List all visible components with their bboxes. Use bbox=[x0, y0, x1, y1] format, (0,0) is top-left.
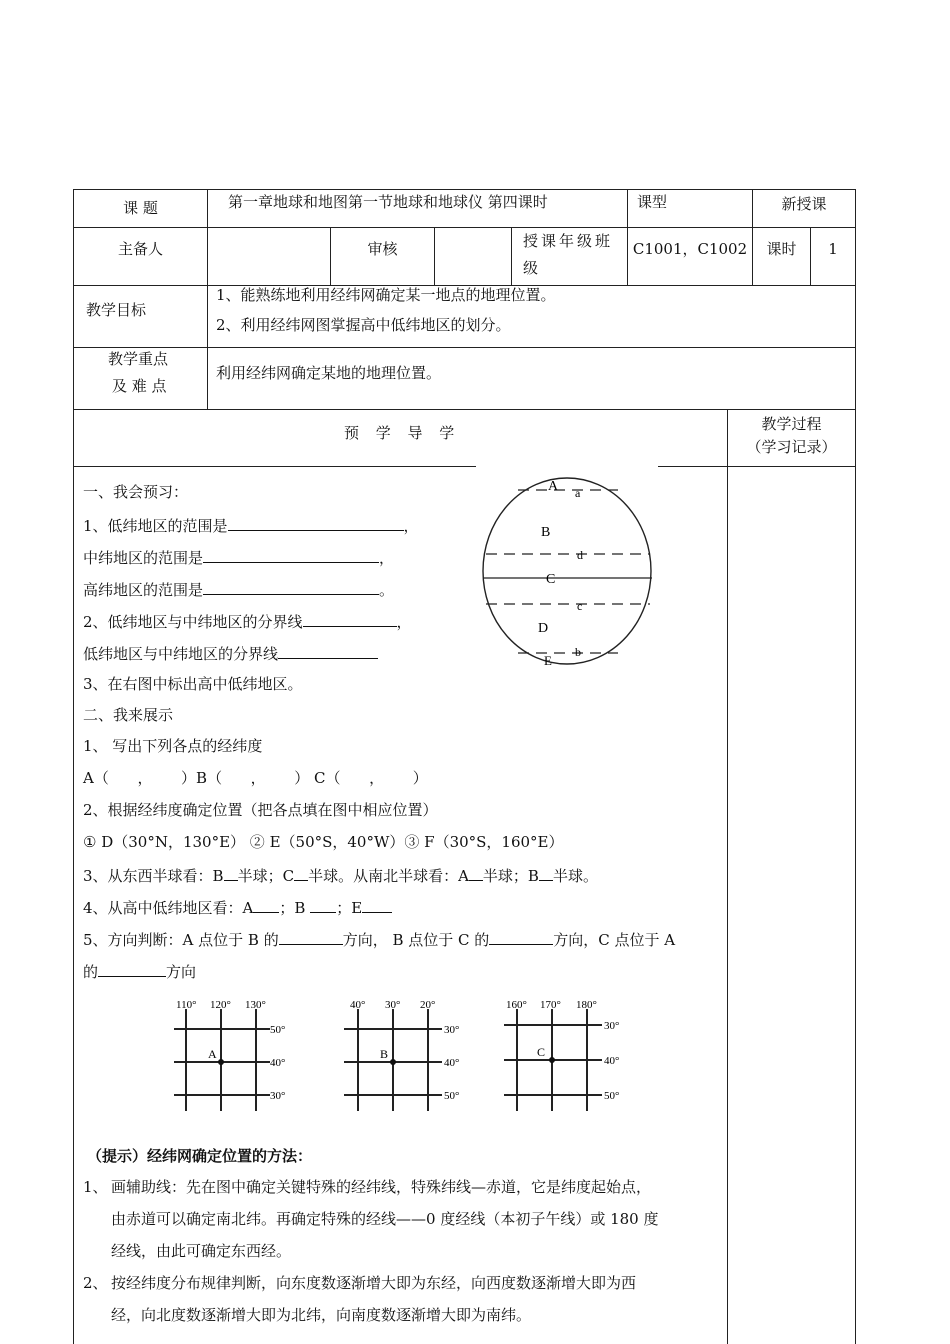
tip-1-line-2: 由赤道可以确定南北纬。再确定特殊的经线——0 度经线（本初子午线）或 180 度 bbox=[111, 1210, 659, 1228]
grid-right-label: 50° bbox=[270, 1024, 286, 1036]
tips-heading: （提示）经纬网确定位置的方法： bbox=[87, 1147, 313, 1165]
tip-2-line-2: 经，向北度数逐渐增大即为北纬，向南度数逐渐增大即为南纬。 bbox=[111, 1306, 532, 1324]
table-border-right bbox=[855, 189, 856, 1344]
question-text: 2、低纬地区与中纬地区的分界线 bbox=[83, 613, 303, 631]
globe-diagram bbox=[478, 470, 658, 670]
question-text: 方向，C 点位于 A bbox=[553, 931, 676, 949]
question-low-lat bbox=[83, 516, 419, 534]
globe-label-b: b bbox=[575, 645, 581, 659]
grid-top-label: 40° bbox=[350, 999, 366, 1011]
globe-label-E: E bbox=[544, 653, 552, 668]
globe-label-c: c bbox=[577, 599, 583, 613]
table-border-left bbox=[73, 189, 74, 1344]
answer-blank[interactable] bbox=[469, 866, 483, 881]
answer-blank[interactable] bbox=[539, 866, 553, 881]
reviewer-value bbox=[435, 228, 511, 285]
goal-item-2: 2、利用经纬网图掌握高中低纬地区的划分。 bbox=[216, 316, 511, 334]
tip-1-line-3: 经线，由此可确定东西经。 bbox=[111, 1242, 292, 1260]
key-label-line1: 教学重点 bbox=[108, 350, 169, 368]
grid-diagram-A bbox=[170, 995, 310, 1115]
question-text: 中纬地区的范围是 bbox=[83, 549, 204, 567]
goal-label: 教学目标 bbox=[85, 300, 146, 319]
preparer-label: 主备人 bbox=[117, 240, 163, 258]
globe-outline bbox=[483, 478, 651, 664]
answer-blank[interactable] bbox=[303, 612, 397, 627]
grid-top-label: 30° bbox=[385, 999, 401, 1011]
topic-value: 第一章地球和地图第一节地球和地球仪 第四课时 bbox=[228, 193, 548, 211]
grid-point-label: C bbox=[537, 1045, 546, 1059]
answer-blank[interactable] bbox=[98, 962, 166, 977]
globe-label-d: d bbox=[577, 548, 583, 562]
question-text: 半球。 bbox=[552, 867, 598, 885]
grid-point bbox=[390, 1059, 396, 1065]
direction-question bbox=[83, 930, 675, 948]
show-heading: 二、我来展示 bbox=[83, 706, 174, 724]
grid-top-label: 110° bbox=[176, 999, 197, 1011]
show-question-2: 2、根据经纬度确定位置（把各点填在图中相应位置） bbox=[83, 801, 438, 819]
type-label: 课型 bbox=[637, 193, 668, 211]
grid-right-label: 40° bbox=[444, 1057, 460, 1069]
punctuation: 。 bbox=[379, 581, 395, 599]
grid-top-label: 170° bbox=[540, 999, 561, 1011]
grid-right-label: 40° bbox=[604, 1055, 620, 1067]
question-mark-zones: 3、在右图中标出高中低纬地区。 bbox=[83, 675, 303, 693]
latitude-zone-question bbox=[83, 898, 392, 916]
question-text: 3、从东西半球看：B bbox=[83, 867, 224, 885]
preparer-value bbox=[208, 228, 330, 285]
tip-1-line-1: 画辅助线：先在图中确定关键特殊的经纬线，特殊纬线—赤道，它是纬度起始点， bbox=[111, 1178, 652, 1196]
question-text: ；B bbox=[279, 899, 311, 917]
table-line bbox=[511, 227, 512, 285]
answer-blank[interactable] bbox=[253, 898, 279, 913]
question-boundary-2 bbox=[83, 644, 378, 662]
grid-point bbox=[218, 1059, 224, 1065]
topic-label: 课 题 bbox=[123, 199, 158, 217]
table-line bbox=[207, 189, 208, 409]
tip-2-line-1: 按经纬度分布规律判断，向东度数逐渐增大即为东经，向西度数逐渐增大即为西 bbox=[111, 1274, 637, 1292]
grid-top-label: 160° bbox=[506, 999, 527, 1011]
hours-value: 1 bbox=[828, 240, 838, 258]
grid-point-label: A bbox=[208, 1047, 217, 1061]
tip-number-1: 1、 bbox=[83, 1178, 108, 1196]
class-label: 授课年级班级 bbox=[523, 232, 614, 277]
answer-blank[interactable] bbox=[279, 930, 343, 945]
grid-right-label: 30° bbox=[604, 1020, 620, 1032]
grid-right-label: 50° bbox=[604, 1090, 620, 1102]
question-text: 的 bbox=[83, 963, 99, 981]
globe-label-D: D bbox=[538, 621, 549, 636]
grid-diagram-C bbox=[500, 995, 640, 1115]
answer-blank[interactable] bbox=[294, 866, 308, 881]
globe-label-B: B bbox=[541, 525, 551, 540]
question-text: 5、方向判断：A 点位于 B 的 bbox=[83, 931, 279, 949]
question-mid-lat bbox=[83, 548, 394, 566]
grid-diagram-B bbox=[340, 995, 480, 1115]
hours-label: 课时 bbox=[766, 240, 797, 258]
answer-blank[interactable] bbox=[228, 516, 404, 531]
grid-top-label: 20° bbox=[420, 999, 436, 1011]
punctuation: ， bbox=[403, 517, 419, 535]
question-text: ；E bbox=[336, 899, 363, 917]
table-line bbox=[73, 347, 855, 348]
answer-blank[interactable] bbox=[278, 644, 378, 659]
key-label-line2: 及 难 点 bbox=[112, 377, 167, 395]
hemisphere-question bbox=[83, 866, 598, 884]
answer-blank[interactable] bbox=[224, 866, 238, 881]
preview-heading: 一、我会预习： bbox=[83, 483, 189, 501]
punctuation: ， bbox=[396, 613, 412, 631]
grid-right-label: 40° bbox=[270, 1057, 286, 1069]
section-title: 预 学 导 学 bbox=[344, 424, 461, 442]
table-line bbox=[658, 466, 855, 467]
grid-right-label: 50° bbox=[444, 1090, 460, 1102]
question-text: 半球。从南北半球看：A bbox=[308, 867, 469, 885]
coordinate-points: ① D（30°N，130°E） ② E（50°S，40°W）③ F（30°S，160°E） bbox=[83, 833, 564, 851]
direction-question-cont bbox=[83, 962, 196, 980]
grid-right-label: 30° bbox=[270, 1090, 286, 1102]
globe-label-C: C bbox=[546, 572, 556, 587]
answer-blank[interactable] bbox=[362, 898, 392, 913]
question-text: 4、从高中低纬地区看：A bbox=[83, 899, 254, 917]
question-text: 半球；C bbox=[237, 867, 295, 885]
question-text: 半球；B bbox=[482, 867, 539, 885]
question-text: 1、低纬地区的范围是 bbox=[83, 517, 228, 535]
grid-top-label: 120° bbox=[210, 999, 231, 1011]
question-boundary-1 bbox=[83, 612, 412, 630]
key-value: 利用经纬网确定某地的地理位置。 bbox=[216, 364, 442, 382]
answer-blank[interactable] bbox=[203, 548, 379, 563]
grid-point-label: B bbox=[380, 1047, 389, 1061]
globe-label-A: A bbox=[548, 479, 559, 494]
answer-blank[interactable] bbox=[310, 898, 336, 913]
goal-item-1: 1、能熟练地利用经纬网确定某一地点的地理位置。 bbox=[216, 286, 556, 304]
class-value: C1001，C1002 bbox=[632, 240, 748, 258]
reviewer-label: 审核 bbox=[367, 240, 398, 258]
question-text: 高纬地区的范围是 bbox=[83, 581, 204, 599]
type-value: 新授课 bbox=[781, 194, 827, 213]
answer-blank[interactable] bbox=[489, 930, 553, 945]
process-label: 教学过程 bbox=[761, 414, 822, 433]
globe-label-a: a bbox=[575, 486, 581, 500]
question-text: 方向， B 点位于 C 的 bbox=[342, 931, 490, 949]
question-high-lat bbox=[83, 580, 394, 598]
process-sublabel: （学习记录） bbox=[746, 437, 837, 456]
coordinate-answers: A（ ， ）B（ ， ） C（ ， ） bbox=[83, 769, 428, 787]
grid-point bbox=[549, 1057, 555, 1063]
answer-blank[interactable] bbox=[203, 580, 379, 595]
table-line bbox=[73, 466, 476, 467]
punctuation: ， bbox=[379, 549, 395, 567]
table-line bbox=[727, 409, 728, 1344]
grid-top-label: 180° bbox=[576, 999, 597, 1011]
grid-right-label: 30° bbox=[444, 1024, 460, 1036]
show-question-1: 1、 写出下列各点的经纬度 bbox=[83, 737, 263, 755]
grid-top-label: 130° bbox=[245, 999, 266, 1011]
question-text: 方向 bbox=[166, 963, 197, 981]
tip-number-2: 2、 bbox=[83, 1274, 108, 1292]
question-text: 低纬地区与中纬地区的分界线 bbox=[83, 645, 279, 663]
